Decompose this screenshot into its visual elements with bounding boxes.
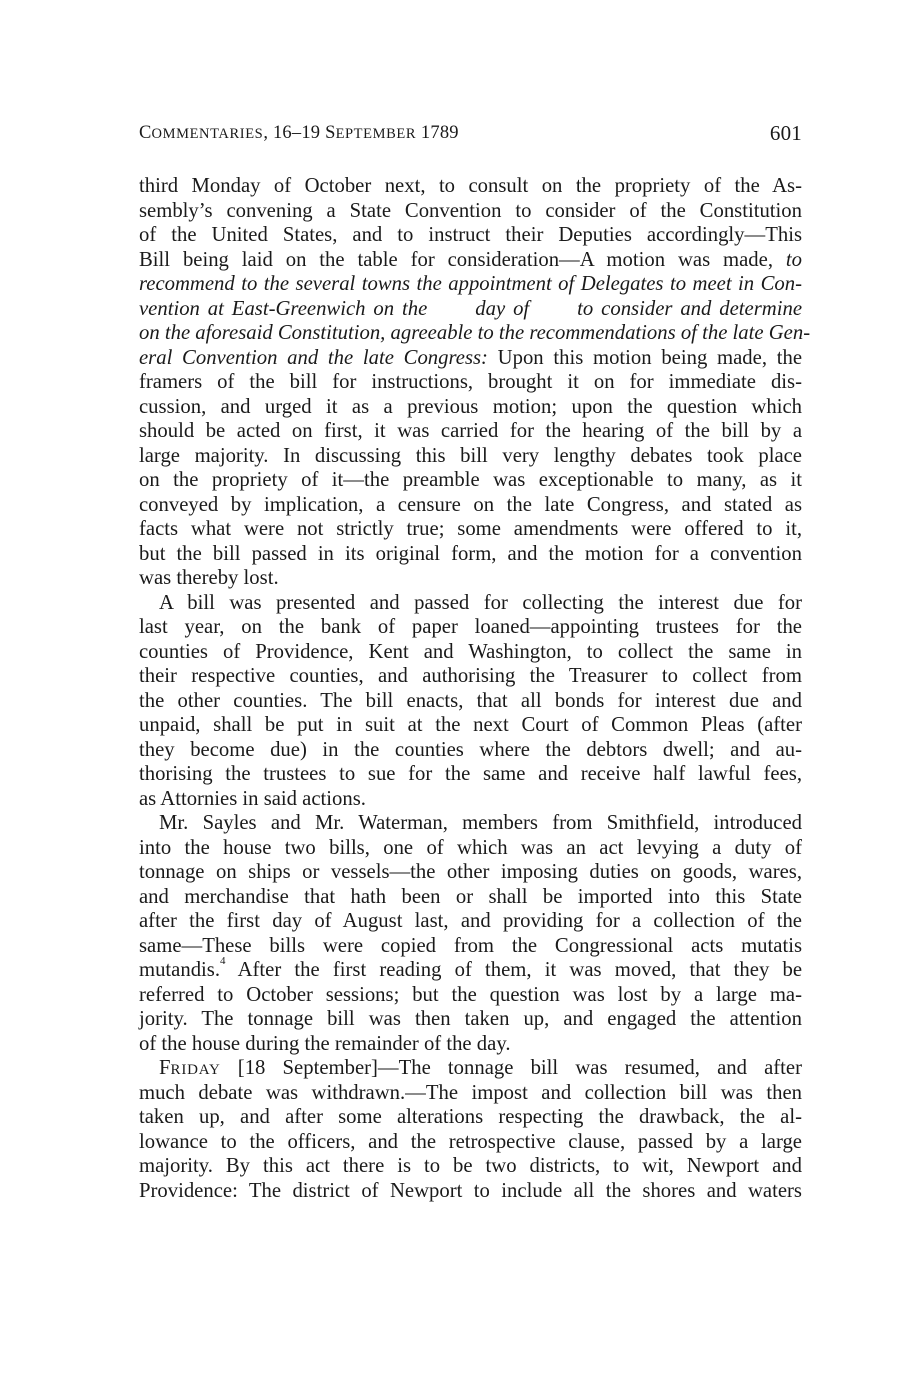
text-line: conveyed by implication, a censure on the late Congress, and stated as xyxy=(139,493,802,516)
text-line: third Monday of October next, to consult on the propriety of the As- xyxy=(139,175,802,197)
running-head-title: COMMENTARIES, 16–19 SEPTEMBER 1789 xyxy=(139,123,459,143)
running-head xyxy=(139,121,802,151)
text-line: tonnage on ships or vessels—the other imposing duties on goods, wares, xyxy=(139,861,802,883)
paragraph-4 xyxy=(139,1056,802,1203)
text-line: last year, on the bank of paper loaned—appointing trustees for the xyxy=(139,616,802,638)
body-text xyxy=(139,174,811,1203)
text-line: mutandis.$^4$ After the first reading of them, it was moved, that they be xyxy=(139,955,802,981)
text-line: after the first day of August last, and providing for a collection of the xyxy=(139,910,802,932)
text-line: and merchandise that hath been or shall be imported into this State xyxy=(139,885,802,908)
text-line: but the bill passed in its original form, and the motion for a convention xyxy=(139,542,802,565)
text-line: as Attornies in said actions. xyxy=(139,787,366,810)
text-line: vention at East-Greenwich on the day of to consider and determine xyxy=(139,297,803,320)
text-line: large majority. In discussing this bill very lengthy debates took place xyxy=(139,444,802,467)
text-line: framers of the bill for instructions, brought it on for immediate dis- xyxy=(139,371,802,393)
text-line: cussion, and urged it as a previous motion; upon the question which xyxy=(139,395,802,418)
text-line: should be acted on first, it was carried for the hearing of the bill by a xyxy=(139,420,802,442)
text-line: of the house during the remainder of the day. xyxy=(139,1032,511,1055)
text-line: they become due) in the counties where the debtors dwell; and au- xyxy=(139,738,802,761)
text-line: on the aforesaid Constitution, agreeable to the recommendations of the late Gen- xyxy=(139,322,811,344)
paragraph-1 xyxy=(139,174,811,591)
text-line: A bill was presented and passed for collecting the interest due for xyxy=(159,591,802,614)
text-line: FRIDAY [18 September]—The tonnage bill was resumed, and after xyxy=(159,1057,802,1079)
text-line: counties of Providence, Kent and Washington, to collect the same in xyxy=(139,640,802,663)
text-line: of the United States, and to instruct their Deputies accordingly—This xyxy=(139,224,802,246)
text-line: same—These bills were copied from the Congressional acts mutatis xyxy=(139,934,802,957)
text-line: Providence: The district of Newport to include all the shores and waters xyxy=(139,1179,802,1202)
text-line: lowance to the officers, and the retrospective clause, passed by a large xyxy=(139,1130,802,1153)
paragraph-2 xyxy=(139,591,802,812)
text-line: taken up, and after some alterations respecting the drawback, the al- xyxy=(139,1106,802,1128)
text-line: jority. The tonnage bill was then taken up, and engaged the attention xyxy=(139,1008,802,1030)
text-line: eral Convention and the late Congress: Upon this motion being made, the xyxy=(139,346,803,369)
paragraph-3 xyxy=(139,811,802,1056)
text-line: much debate was withdrawn.—The impost and collection bill was then xyxy=(139,1081,802,1104)
text-line: the other counties. The bill enacts, that all bonds for interest due and xyxy=(139,689,802,712)
footnote-marker[interactable]: 4 xyxy=(220,955,226,967)
page-number: 601 xyxy=(769,121,802,145)
text-line: Mr. Sayles and Mr. Waterman, members from Smithfield, introduced xyxy=(159,812,802,834)
text-line: referred to October sessions; but the question was lost by a large ma- xyxy=(139,983,802,1006)
text-line: was thereby lost. xyxy=(139,567,279,589)
text-line: Bill being laid on the table for consideration—A motion was made, to xyxy=(139,248,802,271)
document-page xyxy=(139,121,811,1203)
text-line: recommend to the several towns the appointment of Delegates to meet in Con- xyxy=(139,273,802,295)
text-line: on the propriety of it—the preamble was exceptionable to many, as it xyxy=(139,469,802,491)
text-line: sembly’s convening a State Convention to consider of the Constitution xyxy=(139,199,802,222)
text-line: facts what were not strictly true; some amendments were offered to it, xyxy=(139,518,802,540)
text-line: unpaid, shall be put in suit at the next Court of Common Pleas (after xyxy=(139,714,802,736)
text-line: majority. By this act there is to be two districts, to wit, Newport and xyxy=(139,1155,802,1177)
text-line: thorising the trustees to sue for the same and receive half lawful fees, xyxy=(139,763,802,785)
text-line: their respective counties, and authorising the Treasurer to collect from xyxy=(139,665,802,687)
text-line: into the house two bills, one of which was an act levying a duty of xyxy=(139,836,802,859)
